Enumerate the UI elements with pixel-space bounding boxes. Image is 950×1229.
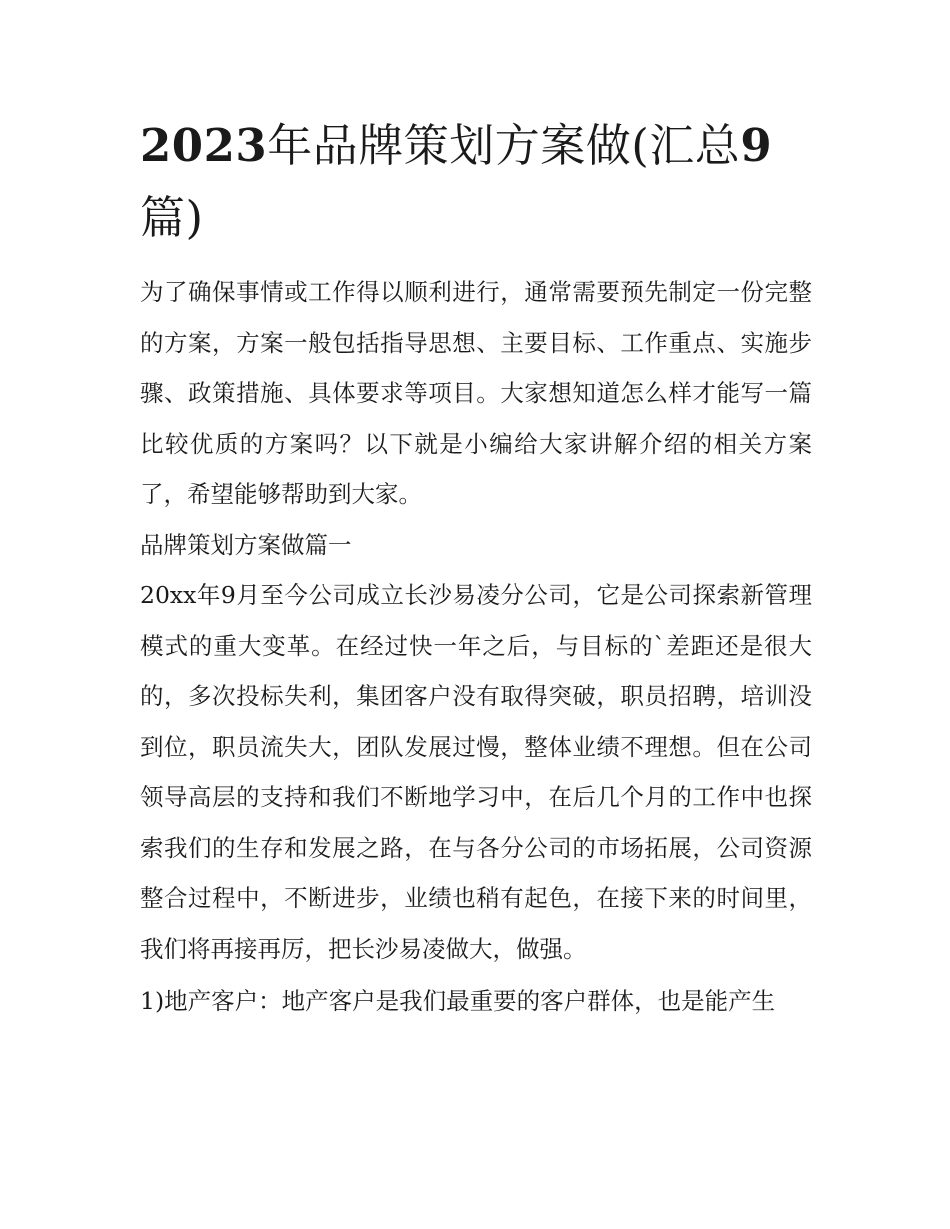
title-number: 9 — [740, 119, 773, 172]
title-year: 2023 — [140, 119, 268, 172]
body-paragraph-2: 1)地产客户：地产客户是我们最重要的客户群体，也是能产生 — [140, 987, 776, 1015]
document-title — [140, 110, 812, 254]
title-suffix: 篇) — [140, 191, 204, 244]
section-heading: 品牌策划方案做篇一 — [140, 530, 352, 559]
document-page — [140, 110, 812, 1027]
body-paragraph-1: 20xx年9月至今公司成立长沙易凌分公司，它是公司探索新管理模式的重大变革。在经过快一年之后，与目标的`差距还是很大的，多次投标失利，集团客户没有取得突破，职员招聘，培训没到位，职员流失大，团队发展过慢，整体业绩不理想。但在公司领导高层的支持和我们不断地学习中，在后几个月的工作中也探索我们的生存和发展之路，在与各分公司的市场拓展，公司资源整合过程中，不断进步，业绩也稍有起色，在接下来的时间里，我们将再接再厉，把长沙易凌做大，做强。 — [140, 581, 812, 963]
intro-paragraph: 为了确保事情或工作得以顺利进行，通常需要预先制定一份完整的方案，方案一般包括指导思想、主要目标、工作重点、实施步骤、政策措施、具体要求等项目。大家想知道怎么样才能写一篇比较优质的方案吗？以下就是小编给大家讲解介绍的相关方案了，希望能够帮助到大家。 — [140, 278, 812, 508]
title-text: 年品牌策划方案做(汇总 — [267, 119, 741, 172]
